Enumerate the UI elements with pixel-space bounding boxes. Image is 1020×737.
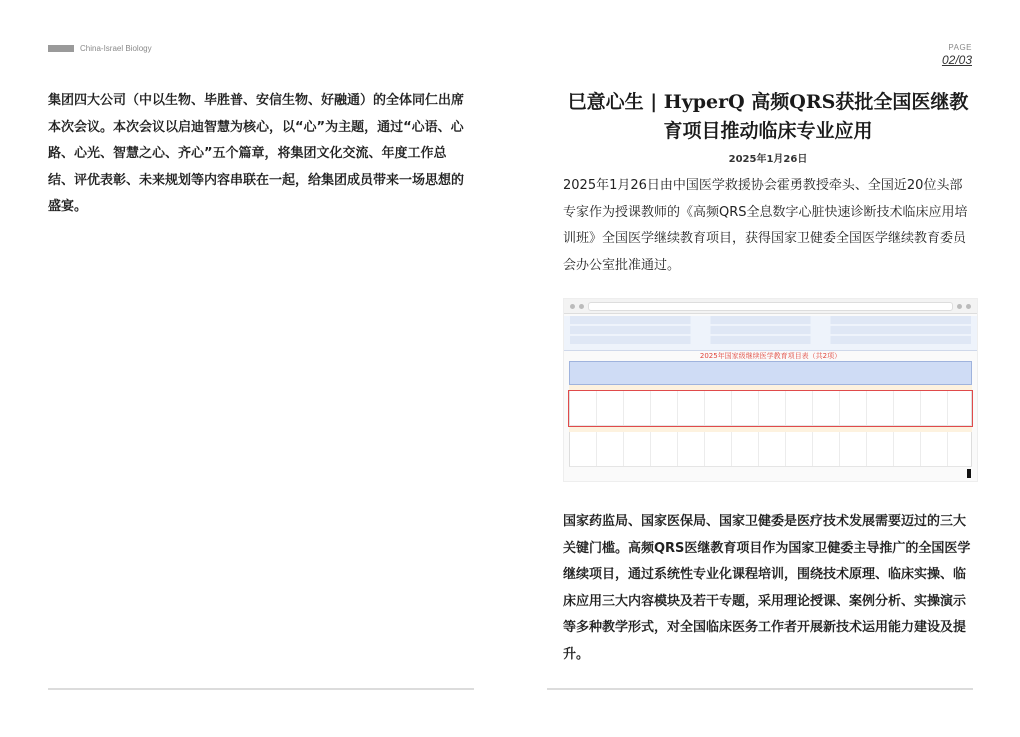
back-icon <box>570 304 575 309</box>
page-label: PAGE <box>948 43 972 52</box>
table-header <box>569 361 972 385</box>
star-icon <box>957 304 962 309</box>
screenshot-title: 2025年国家级继续医学教育项目表（共2项） <box>699 352 842 360</box>
brand-bar-icon <box>48 45 74 52</box>
filter-panel <box>564 316 977 351</box>
article-paragraph-2: 国家药监局、国家医保局、国家卫健委是医疗技术发展需要迈过的三大关键门槛。高频QRS医继教育项目作为国家卫健委主导推广的全国医学继续项目，通过系统性专业化课程培训，围绕技术原理、临床实操、临床应用三大内容模块及若干专题，采用理论授课、案例分析、实操演示等多种教学形式，对全国临床医务工作者开展新技术运用能力建设及提升。 <box>563 514 971 662</box>
article-paragraph-1: 2025年1月26日由中国医学救援协会霍勇教授牵头、全国近20位头部专家作为授课教师的《高频QRS全息数字心脏快速诊断技术临床应用培训班》全国医学继续教育项目，获得国家卫健委全国医学继续教育委员会办公室批准通过。 <box>563 178 968 273</box>
page-number: 02/03 <box>941 53 972 67</box>
text-cursor-icon <box>967 469 971 478</box>
article-date: 2025年1月26日 <box>728 154 808 165</box>
brand-name: China-Israel Biology <box>80 44 152 53</box>
profile-icon <box>966 304 971 309</box>
footer-divider-left <box>48 688 474 690</box>
article-title: 巳意心生 | HyperQ 高频QRS获批全国医继教育项目推动临床专业应用 <box>567 91 969 142</box>
table-row <box>569 432 972 467</box>
page-indicator <box>942 43 972 67</box>
address-field <box>588 302 953 311</box>
left-paragraph: 集团四大公司（中以生物、毕胜普、安信生物、好融通）的全体同仁出席本次会议。本次会议以启迪智慧为核心，以“心”为主题，通过“心语、心路、心光、智慧之心、齐心”五个篇章，将集团文化交流、年度工作总结、评优表彰、未来规划等内容串联在一起，给集团成员带来一场思想的盛宴。 <box>48 93 465 214</box>
article <box>563 88 973 279</box>
forward-icon <box>579 304 584 309</box>
table-row <box>569 391 972 426</box>
brand-header <box>48 44 152 53</box>
footer-divider-right <box>547 688 973 690</box>
embedded-screenshot <box>563 298 978 482</box>
browser-address-bar <box>564 299 977 314</box>
